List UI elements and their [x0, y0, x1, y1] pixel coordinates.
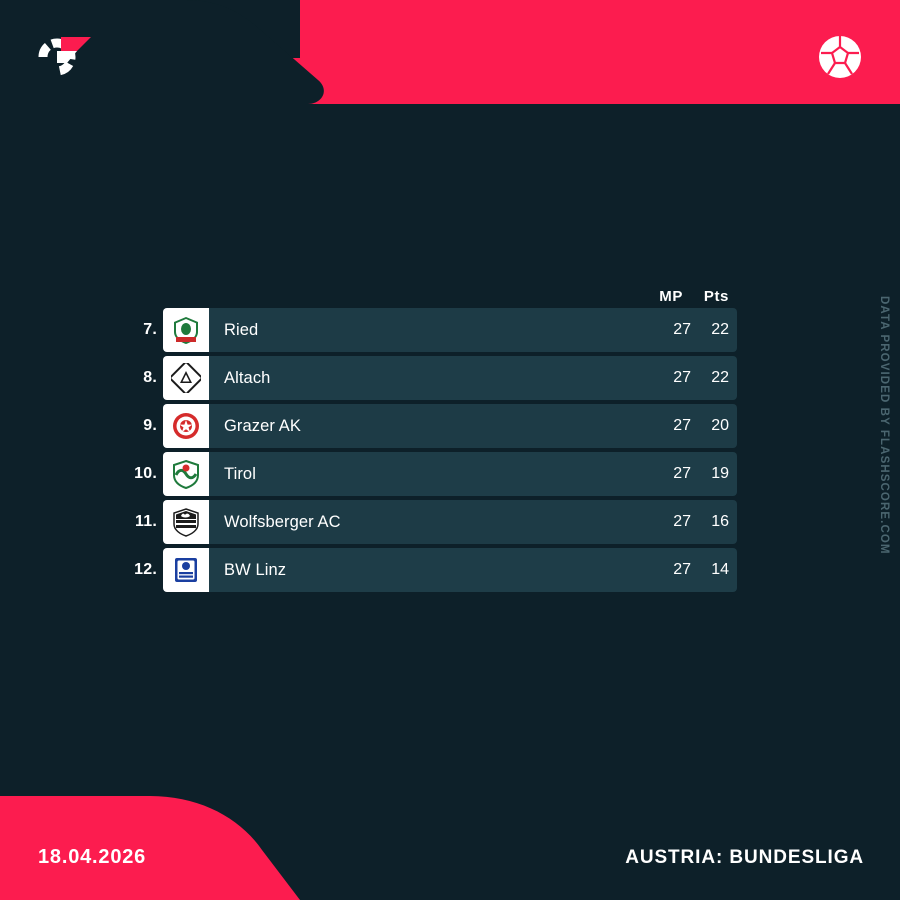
data-provider-watermark: DATA PROVIDED BY FLASHSCORE.COM	[878, 296, 890, 555]
table-row[interactable]	[143, 356, 737, 400]
row-rank: 9.	[143, 417, 157, 434]
table-row[interactable]	[134, 452, 737, 496]
row-rank: 12.	[134, 561, 157, 578]
row-pts: 14	[711, 561, 729, 578]
table-row[interactable]	[134, 548, 737, 592]
standings-table	[134, 284, 737, 596]
row-pts: 22	[711, 321, 729, 338]
table-row[interactable]	[143, 308, 737, 352]
tirol-crest	[163, 452, 209, 496]
row-mp: 27	[673, 465, 691, 482]
ried-crest	[163, 308, 209, 352]
top-banner	[0, 0, 900, 122]
column-header-pts: Pts	[703, 287, 729, 305]
row-rank: 8.	[143, 369, 157, 386]
row-team-name: Tirol	[224, 464, 256, 483]
row-team-name: BW Linz	[224, 560, 287, 579]
column-header-mp: MP	[659, 287, 683, 305]
row-rank: 10.	[134, 465, 157, 482]
table-row[interactable]	[143, 404, 737, 448]
grazer-ak-crest	[163, 404, 209, 448]
row-mp: 27	[673, 369, 691, 386]
row-pts: 19	[711, 465, 729, 482]
row-mp: 27	[673, 561, 691, 578]
altach-crest	[163, 356, 209, 400]
row-team-name: Grazer AK	[224, 416, 302, 435]
row-team-name: Ried	[224, 320, 259, 339]
row-team-name: Altach	[224, 368, 271, 387]
table-row[interactable]	[135, 500, 737, 544]
flashscore-logo	[31, 31, 101, 83]
row-mp: 27	[673, 417, 691, 434]
row-pts: 20	[711, 417, 729, 434]
bw-linz-crest	[163, 548, 209, 592]
bottom-banner	[0, 788, 900, 900]
row-mp: 27	[673, 513, 691, 530]
table-header-row	[163, 284, 737, 308]
row-team-name: Wolfsberger AC	[224, 512, 341, 531]
competition-name: AUSTRIA: BUNDESLIGA	[625, 847, 864, 868]
football-icon	[814, 31, 866, 83]
row-mp: 27	[673, 321, 691, 338]
row-pts: 22	[711, 369, 729, 386]
wolfsberger-ac-crest	[163, 500, 209, 544]
row-rank: 7.	[143, 321, 157, 338]
row-pts: 16	[711, 513, 729, 530]
row-rank: 11.	[135, 513, 157, 530]
match-date: 18.04.2026	[38, 846, 147, 868]
